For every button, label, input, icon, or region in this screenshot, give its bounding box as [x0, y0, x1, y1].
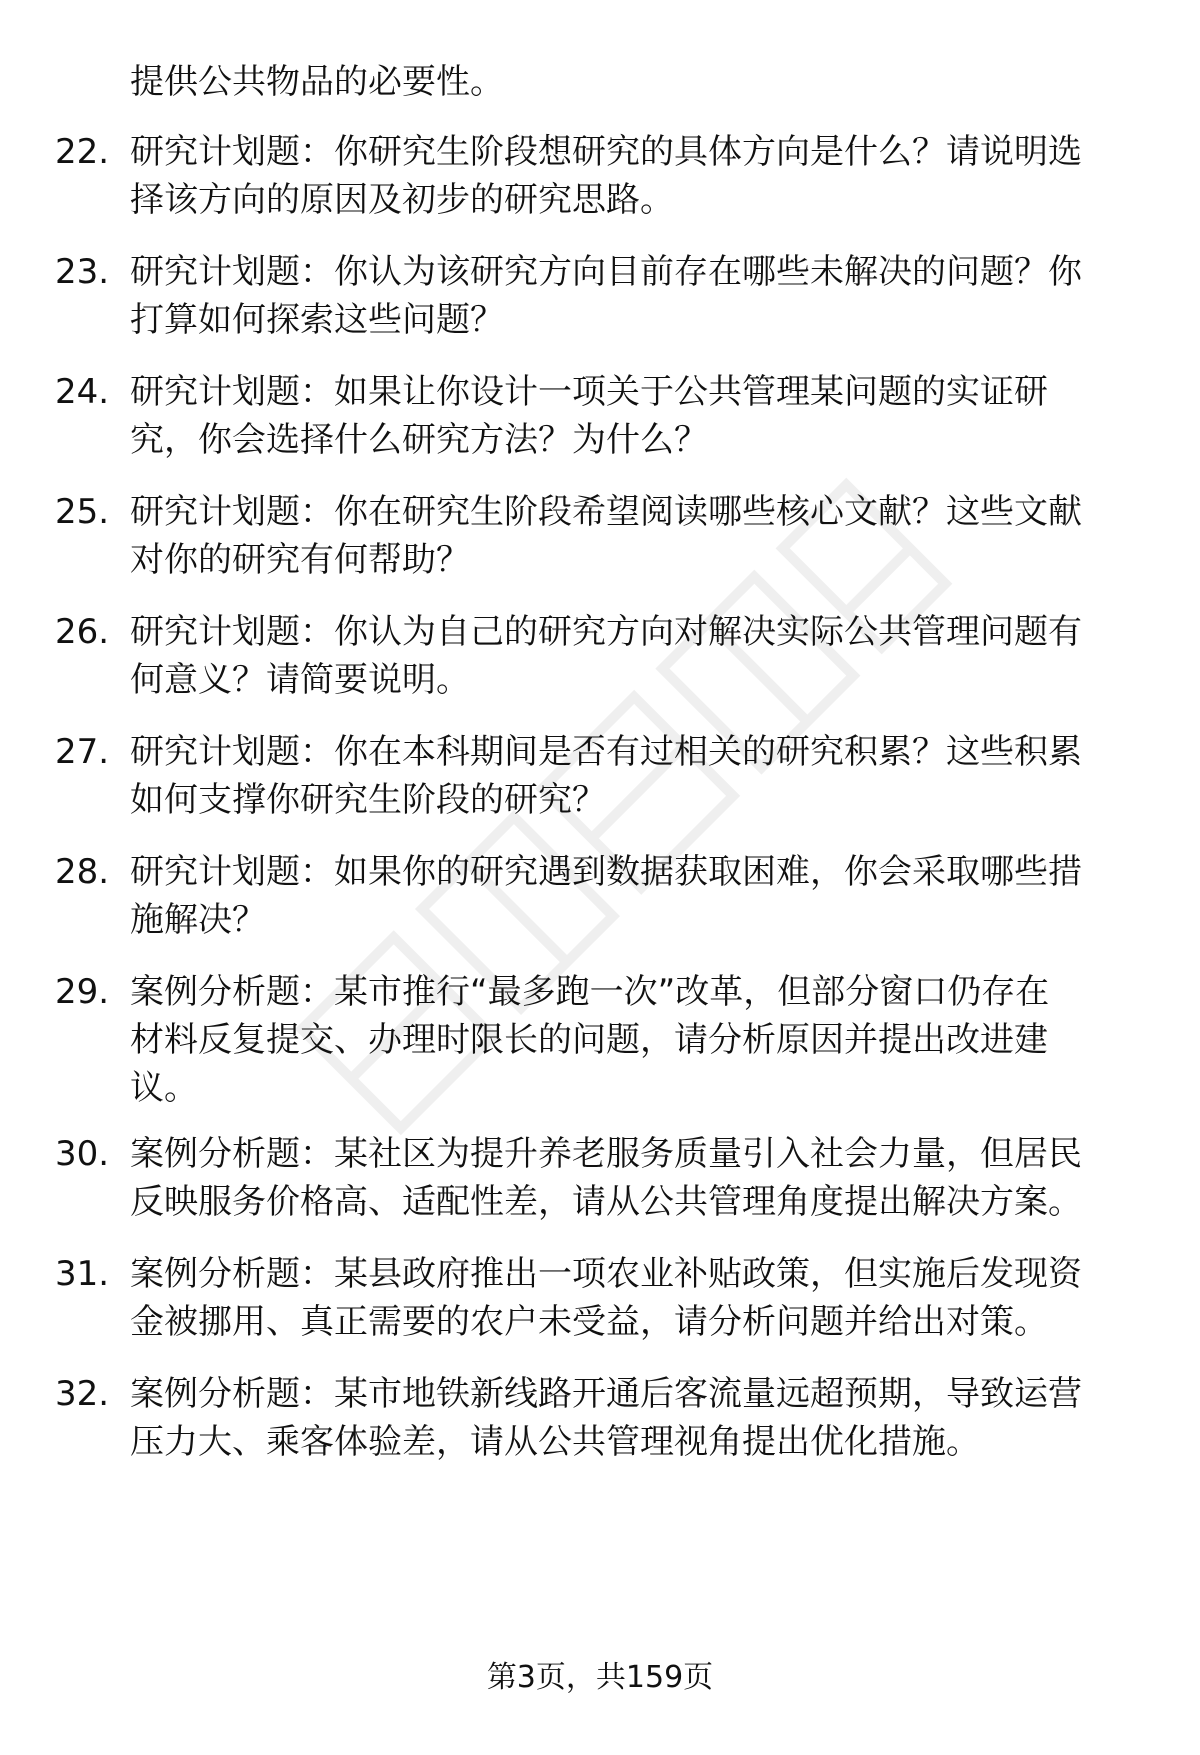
question-line: 研究计划题：你研究生阶段想研究的具体方向是什么？请说明选 [130, 132, 1082, 172]
question-text [130, 848, 1140, 944]
question-line: 案例分析题：某县政府推出一项农业补贴政策，但实施后发现资 [130, 1254, 1082, 1294]
question-text [130, 1250, 1140, 1346]
question-number: 22. [55, 132, 110, 172]
question-number: 27. [55, 732, 110, 772]
page-footer: 第3页，共159页 [486, 1660, 714, 1695]
continuation-line: 提供公共物品的必要性。 [130, 62, 504, 102]
question-text [130, 488, 1140, 584]
question-line: 研究计划题：你在研究生阶段希望阅读哪些核心文献？这些文献 [130, 492, 1082, 532]
question-line: 压力大、乘客体验差，请从公共管理视角提出优化措施。 [130, 1422, 980, 1462]
question-line: 对你的研究有何帮助？ [130, 540, 470, 580]
question-number: 25. [55, 492, 110, 532]
question-line: 研究计划题：如果让你设计一项关于公共管理某问题的实证研 [130, 372, 1048, 412]
question-line: 案例分析题：某市推行“最多跑一次”改革，但部分窗口仍存在 [130, 972, 1050, 1012]
question-line: 案例分析题：某社区为提升养老服务质量引入社会力量，但居民 [130, 1134, 1082, 1174]
question-number: 23. [55, 252, 110, 292]
question-line: 研究计划题：你认为该研究方向目前存在哪些未解决的问题？你 [130, 252, 1082, 292]
question-line: 案例分析题：某市地铁新线路开通后客流量远超预期，导致运营 [130, 1374, 1082, 1414]
question-line: 何意义？请简要说明。 [130, 660, 470, 700]
question-line: 金被挪用、真正需要的农户未受益，请分析问题并给出对策。 [130, 1302, 1048, 1342]
question-number: 24. [55, 372, 110, 412]
question-line: 研究计划题：你在本科期间是否有过相关的研究积累？这些积累 [130, 732, 1082, 772]
question-text [130, 608, 1140, 704]
question-line: 材料反复提交、办理时限长的问题，请分析原因并提出改进建 [130, 1020, 1048, 1060]
question-line: 打算如何探索这些问题？ [130, 300, 504, 340]
question-text [130, 1130, 1140, 1226]
question-line: 择该方向的原因及初步的研究思路。 [130, 180, 674, 220]
question-line: 议。 [130, 1068, 198, 1108]
question-number: 26. [55, 612, 110, 652]
question-text [130, 128, 1140, 224]
question-line: 究，你会选择什么研究方法？为什么？ [130, 420, 708, 460]
question-number: 29. [55, 972, 110, 1012]
question-number: 30. [55, 1134, 110, 1174]
question-text [130, 248, 1140, 344]
question-number: 28. [55, 852, 110, 892]
question-number: 31. [55, 1254, 110, 1294]
question-number: 32. [55, 1374, 110, 1414]
question-line: 如何支撑你研究生阶段的研究？ [130, 780, 606, 820]
question-text [130, 1370, 1140, 1466]
question-text [130, 368, 1140, 464]
question-line: 施解决？ [130, 900, 266, 940]
question-text [130, 968, 1140, 1112]
question-line: 研究计划题：如果你的研究遇到数据获取困难，你会采取哪些措 [130, 852, 1082, 892]
question-text [130, 728, 1140, 824]
question-line: 反映服务价格高、适配性差，请从公共管理角度提出解决方案。 [130, 1182, 1082, 1222]
question-line: 研究计划题：你认为自己的研究方向对解决实际公共管理问题有 [130, 612, 1082, 652]
